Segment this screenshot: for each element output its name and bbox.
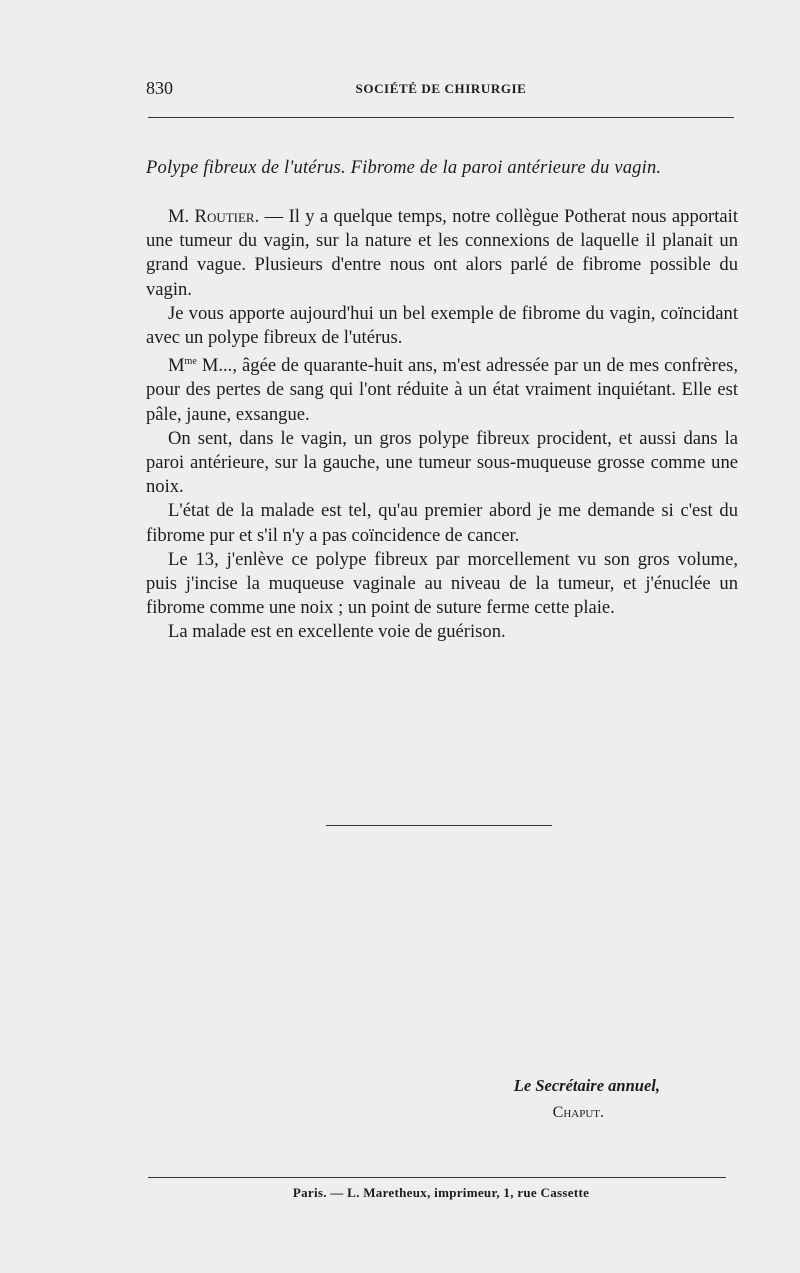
paragraph: On sent, dans le vagin, un gros polype fibreux procident, et aussi dans la paroi antérieure, sur la gauche, une tumeur sous-muqueuse grosse comme une noix. xyxy=(146,427,738,498)
paragraph: L'état de la malade est tel, qu'au premier abord je me demande si c'est du fibrome pur et s'il n'y a pas coïncidence de cancer. xyxy=(146,500,738,546)
paragraph: Je vous apporte aujourd'hui un bel exemple de fibrome du vagin, coïncidant avec un polype fibreux de l'utérus. xyxy=(146,302,738,349)
header-rule xyxy=(148,117,734,118)
paragraph: Le 13, j'enlève ce polype fibreux par morcellement vu son gros volume, puis j'incise la muqueuse vaginale au niveau de la tumeur, et j'énuclée un fibrome comme une noix ; un point de suture ferme cette plaie. xyxy=(146,548,738,619)
paragraph: La malade est en excellente voie de guérison. xyxy=(168,621,506,643)
footer-rule xyxy=(148,1177,726,1178)
article-title: Polype fibreux de l'utérus. Fibrome de la paroi antérieure du vagin. xyxy=(146,158,662,178)
section-divider xyxy=(326,825,552,826)
page-number: 830 xyxy=(146,78,173,98)
paragraph-text: M..., âgée de quarante-huit ans, m'est adressée par un de mes confrères, pour des pertes de sang qui l'ont réduite à un état vraiment inquiétant. Elle est pâle, jaune, exsangue. xyxy=(146,355,738,425)
paragraph xyxy=(146,350,738,427)
page-header xyxy=(146,78,736,100)
speaker-name: M. Routier. xyxy=(168,206,260,227)
signature-block xyxy=(380,1076,660,1122)
printer-imprint: Paris. — L. Maretheux, imprimeur, 1, rue Cassette xyxy=(292,1185,590,1200)
paragraph-text: — Il y a quelque temps, notre collègue Potherat nous apportait une tumeur du vagin, sur la nature et les connexions de laquelle il planait un grand vague. Plusieurs d'entre nous ont alors parlé de fibrome possible du vagin. xyxy=(146,206,738,300)
running-head: SOCIÉTÉ DE CHIRURGIE xyxy=(355,81,527,96)
signature-role: Le Secrétaire annuel, xyxy=(513,1076,660,1095)
paragraph xyxy=(146,205,738,302)
honorific: M xyxy=(168,355,185,377)
honorific-superscript: me xyxy=(184,356,197,368)
signature-name: Chaput. xyxy=(552,1104,604,1121)
article-body xyxy=(146,205,738,645)
